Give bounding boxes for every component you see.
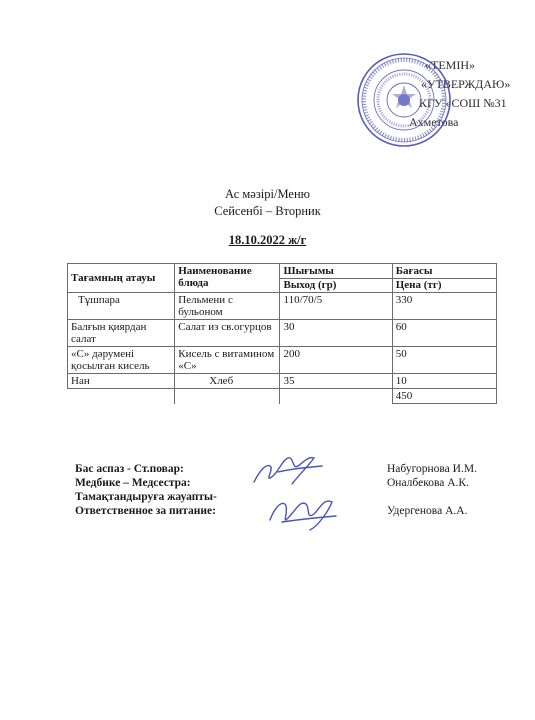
header-yield — [280, 264, 392, 293]
header-price-kz: Бағасы — [393, 265, 496, 279]
approval-line-3: КГУ «СОШ №31 — [419, 96, 507, 110]
cell-price: 50 — [392, 347, 496, 374]
table-row — [68, 374, 497, 389]
cell-name-ru: Кисель с витамином «С» — [175, 347, 280, 374]
stamp-seal-icon — [356, 52, 452, 148]
cell-name-kz: «С» дәрумені қосылған кисель — [68, 347, 175, 374]
approval-line-2: «УТВЕРЖДАЮ» — [421, 77, 511, 91]
chef-name: Набугорнова И.М. — [387, 463, 477, 475]
total-price: 450 — [392, 389, 496, 404]
total-empty-cell — [68, 389, 175, 404]
resp-name: Удергенова А.А. — [387, 505, 468, 517]
header-yield-kz: Шығымы — [280, 265, 391, 279]
cell-name-ru: Хлеб — [175, 374, 280, 389]
cell-name-kz: Тұшпара — [68, 293, 175, 320]
total-empty-cell — [175, 389, 280, 404]
signature-chef-icon — [248, 448, 328, 492]
approval-line-1: «ТЕМІН» — [425, 58, 475, 72]
menu-table — [67, 263, 497, 404]
cell-name-ru: Салат из св.огурцов — [175, 320, 280, 347]
table-total-row — [68, 389, 497, 404]
signature-resp-icon — [262, 490, 342, 534]
resp-label-kz: Тамақтандыруға жауапты- — [75, 491, 217, 503]
header-yield-ru: Выход (гр) — [283, 279, 337, 291]
cell-price: 330 — [392, 293, 496, 320]
chef-label: Бас аспаз - Ст.повар: — [75, 463, 184, 475]
total-empty-cell — [280, 389, 392, 404]
header-name-kz: Тағамның атауы — [68, 264, 175, 293]
nurse-name: Оналбекова А.К. — [387, 477, 469, 489]
table-row — [68, 347, 497, 374]
menu-date: 18.10.2022 ж/г — [228, 233, 307, 247]
cell-yield: 30 — [280, 320, 392, 347]
cell-name-kz: Нан — [68, 374, 175, 389]
cell-yield: 110/70/5 — [280, 293, 392, 320]
header-name-ru: Наименование блюда — [175, 264, 280, 293]
cell-name-kz: Балғын қиярдан салат — [68, 320, 175, 347]
header-price — [392, 264, 496, 293]
menu-day: Сейсенбі – Вторник — [214, 204, 321, 218]
table-row — [68, 320, 497, 347]
table-header-row — [68, 264, 497, 293]
menu-title: Ас мәзірі/Меню — [225, 187, 310, 201]
cell-yield: 200 — [280, 347, 392, 374]
nurse-label: Медбике – Медсестра: — [75, 477, 191, 489]
menu-heading — [0, 186, 535, 248]
table-row — [68, 293, 497, 320]
cell-price: 60 — [392, 320, 496, 347]
resp-label-ru: Ответственное за питание: — [75, 505, 216, 517]
cell-yield: 35 — [280, 374, 392, 389]
approval-line-4: Ахметова — [409, 115, 459, 129]
cell-name-ru: Пельмени с бульоном — [175, 293, 280, 320]
header-price-ru: Цена (тг) — [395, 279, 442, 291]
cell-price: 10 — [392, 374, 496, 389]
